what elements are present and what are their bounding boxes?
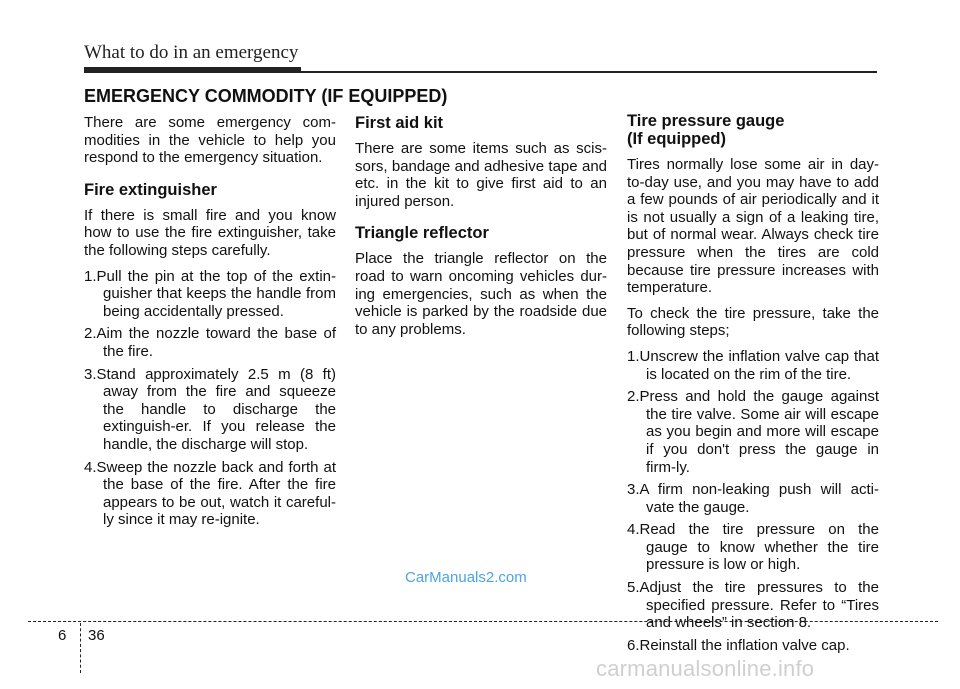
tire-gauge-steps-intro: To check the tire pressure, take the following steps; bbox=[627, 304, 879, 340]
list-item: 3.A firm non-leaking push will acti-vate the gauge. bbox=[627, 481, 879, 516]
tire-gauge-heading bbox=[627, 112, 879, 148]
list-item: 4.Sweep the nozzle back and forth at the base of the fire. After the fire appears to be out, watch it careful-ly since it may re-ignite. bbox=[84, 458, 336, 529]
watermark-link[interactable]: CarManuals2.com bbox=[405, 569, 527, 586]
page-number: 36 bbox=[88, 627, 105, 644]
fire-extinguisher-intro: If there is small fire and you know how to use the fire extinguisher, take the following steps carefully. bbox=[84, 206, 336, 259]
header-rule-accent bbox=[84, 67, 301, 73]
list-item: 2.Aim the nozzle toward the base of the fire. bbox=[84, 325, 336, 360]
list-item: 1.Pull the pin at the top of the extin-guisher that keeps the handle from being accidentally pressed. bbox=[84, 267, 336, 320]
tire-gauge-heading-line1: Tire pressure gauge bbox=[627, 112, 785, 130]
column-right bbox=[627, 114, 879, 659]
page-header-title: What to do in an emergency bbox=[84, 42, 299, 63]
list-item: 3.Stand approximately 2.5 m (8 ft) away from the fire and squeeze the handle to discharge the extinguish-er. If you release the handle, the discharge will stop. bbox=[84, 365, 336, 453]
list-item: 4.Read the tire pressure on the gauge to know whether the tire pressure is low or high. bbox=[627, 521, 879, 574]
fire-extinguisher-heading: Fire extinguisher bbox=[84, 180, 217, 199]
list-item: 6.Reinstall the inflation valve cap. bbox=[627, 636, 850, 654]
footer-divider bbox=[80, 623, 81, 673]
site-watermark: carmanualsonline.info bbox=[596, 656, 815, 681]
triangle-reflector-heading: Triangle reflector bbox=[355, 224, 489, 243]
chapter-number: 6 bbox=[58, 627, 67, 644]
column-left bbox=[84, 114, 336, 534]
first-aid-text: There are some items such as scis-sors, bandage and adhesive tape and etc. in the kit to give first aid to an injured person. bbox=[355, 140, 607, 210]
section-heading: EMERGENCY COMMODITY (IF EQUIPPED) bbox=[84, 86, 448, 106]
footer-rule bbox=[28, 621, 938, 622]
tire-gauge-heading-line2: (If equipped) bbox=[627, 130, 726, 148]
tire-gauge-steps bbox=[627, 348, 879, 655]
triangle-reflector-text: Place the triangle reflector on the road to warn oncoming vehicles dur-ing emergencies, such as when the vehicle is parked by the roadside due to any problems. bbox=[355, 250, 607, 338]
list-item: 1.Unscrew the inflation valve cap that is located on the rim of the tire. bbox=[627, 347, 879, 383]
first-aid-heading: First aid kit bbox=[355, 114, 444, 132]
list-item: 2.Press and hold the gauge against the tire valve. Some air will escape as you begin and more will escape if you don't press the gauge in firm-ly. bbox=[627, 388, 879, 476]
fire-extinguisher-steps bbox=[84, 268, 336, 529]
list-item: 5.Adjust the tire pressures to the specified pressure. Refer to “Tires and wheels” in section 8. bbox=[627, 579, 879, 632]
tire-gauge-text: Tires normally lose some air in day-to-day use, and you may have to add a few pounds of air periodically and it is not usually a sign of a leaking tire, but of normal wear. Always check tire pressure when the tires are cold because tire pressure increases with temperature. bbox=[627, 156, 879, 297]
intro-paragraph: There are some emergency com-modities in the vehicle to help you respond to the emergency situation. bbox=[84, 114, 336, 167]
column-middle bbox=[355, 114, 607, 346]
